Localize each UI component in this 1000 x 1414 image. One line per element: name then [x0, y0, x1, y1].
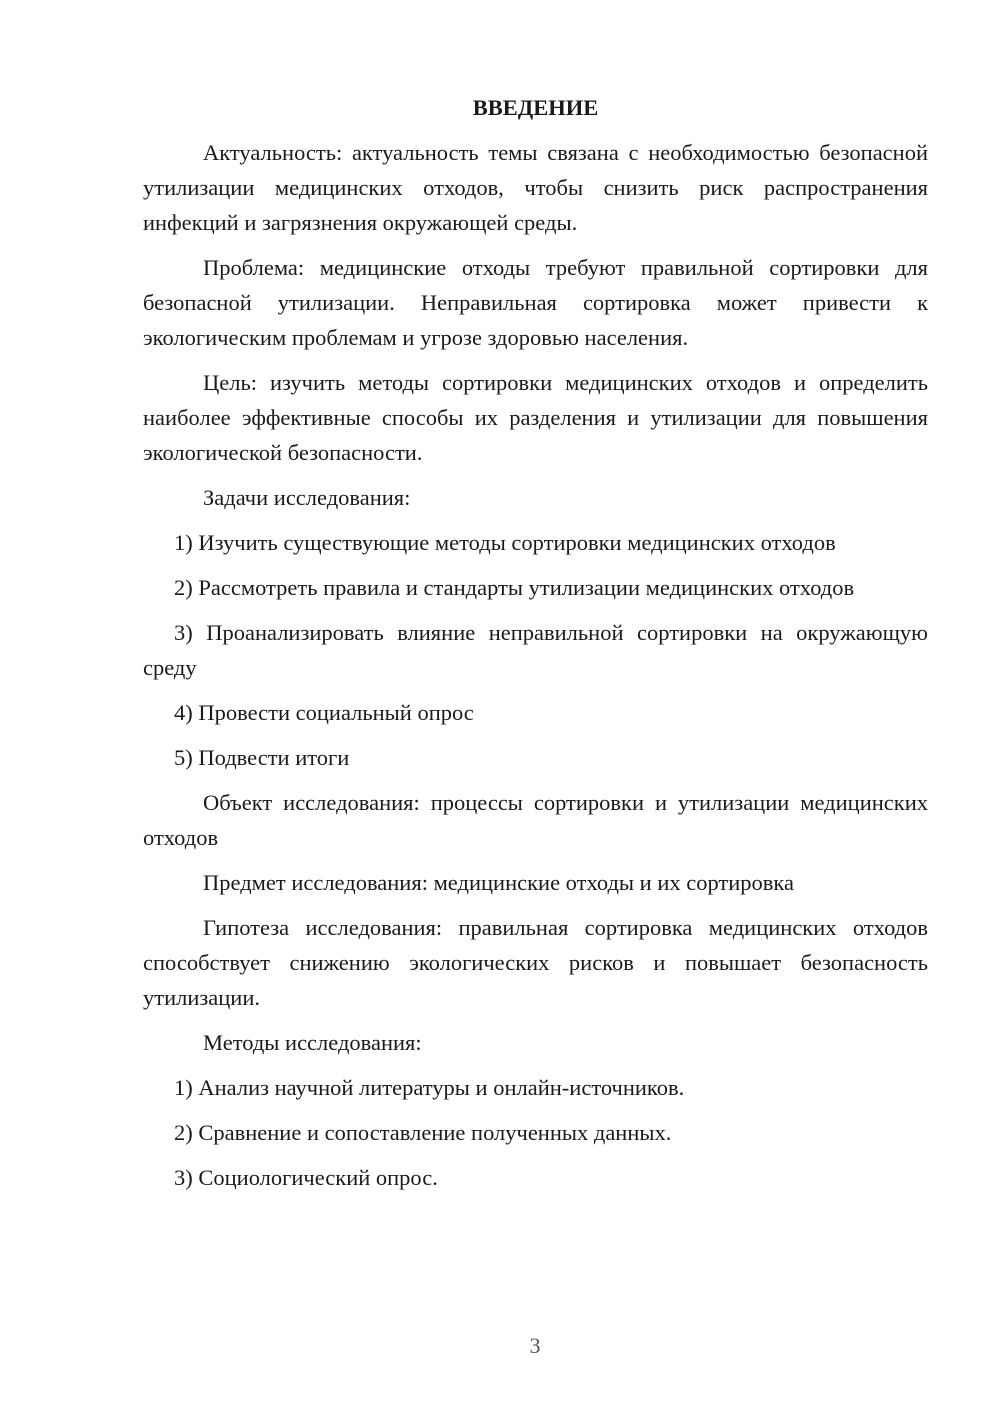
methods-heading: Методы исследования: — [203, 1030, 422, 1055]
method-item: 2) Сравнение и сопоставление полученных данных. — [174, 1120, 672, 1145]
hypothesis-paragraph: Гипотеза исследования: правильная сортировка медицинских отходов способствует снижению экологических рисков и повышает безопасность утилизации. — [143, 915, 928, 1010]
section-title: ВВЕДЕНИЕ — [472, 95, 599, 120]
method-item: 1) Анализ научной литературы и онлайн-источников. — [174, 1075, 685, 1100]
task-item: 4) Провести социальный опрос — [174, 700, 474, 725]
page-number: 3 — [529, 1333, 541, 1358]
document-page — [143, 90, 928, 1205]
method-item: 3) Социологический опрос. — [174, 1165, 438, 1190]
relevance-paragraph: Актуальность: актуальность темы связана с необходимостью безопасной утилизации медицинских отходов, чтобы снизить риск распространения инфекций и загрязнения окружающей среды. — [143, 140, 928, 235]
tasks-heading: Задачи исследования: — [203, 485, 411, 510]
object-paragraph: Объект исследования: процессы сортировки и утилизации медицинских отходов — [143, 790, 928, 850]
task-item: 5) Подвести итоги — [174, 745, 350, 770]
task-item: 3) Проанализировать влияние неправильной сортировки на окружающую среду — [143, 620, 928, 680]
subject-paragraph: Предмет исследования: медицинские отходы и их сортировка — [203, 870, 794, 895]
problem-paragraph: Проблема: медицинские отходы требуют правильной сортировки для безопасной утилизации. Неправильная сортировка может привести к экологическим проблемам и угрозе здоровью населения. — [143, 255, 928, 350]
goal-paragraph: Цель: изучить методы сортировки медицинских отходов и определить наиболее эффективные способы их разделения и утилизации для повышения экологической безопасности. — [143, 370, 928, 465]
task-item: 1) Изучить существующие методы сортировки медицинских отходов — [174, 530, 836, 555]
task-item: 2) Рассмотреть правила и стандарты утилизации медицинских отходов — [174, 575, 855, 600]
